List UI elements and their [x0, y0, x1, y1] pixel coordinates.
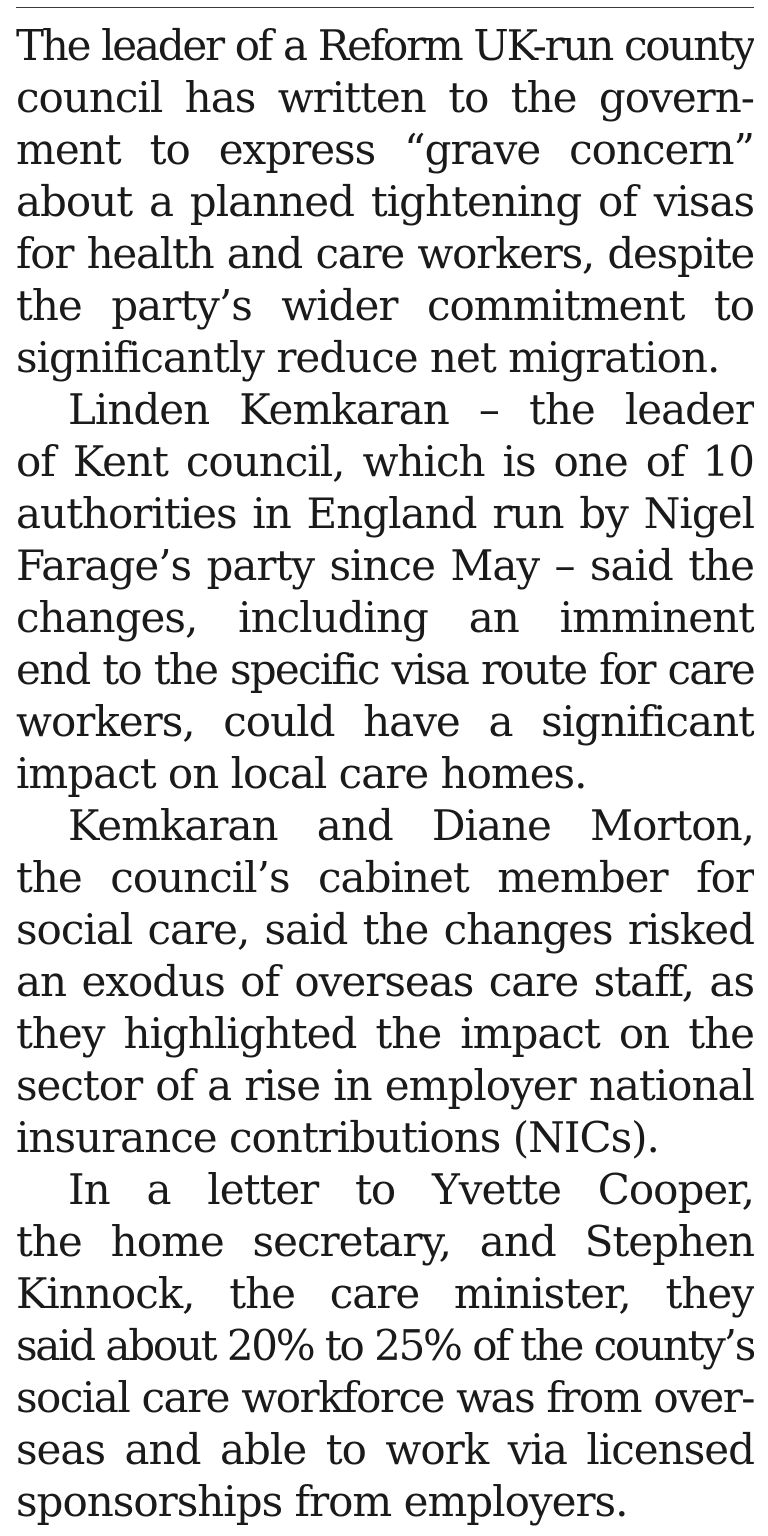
- article-line: about a planned tightening of visas: [16, 177, 754, 226]
- article-line: seas and able to work via licensed: [16, 1425, 754, 1474]
- article-line: In a letter to Yvette Cooper,: [68, 1165, 754, 1214]
- article-line: end to the specific visa route for care: [16, 645, 754, 694]
- article-line: authorities in England run by Nigel: [16, 489, 754, 538]
- article-line: council has written to the govern-: [16, 73, 754, 122]
- paragraph-4: [16, 1164, 754, 1528]
- article-line: they highlighted the impact on the: [16, 1009, 754, 1058]
- article-line: The leader of a Reform UK-run county: [16, 21, 754, 70]
- article-line: Linden Kemkaran – the leader: [68, 385, 754, 434]
- article-line: insurance contributions (NICs).: [16, 1113, 659, 1162]
- article-line: an exodus of overseas care staff, as: [16, 957, 754, 1006]
- article-line: Farage’s party since May – said the: [16, 541, 754, 590]
- article-line: social care, said the changes risked: [16, 905, 754, 954]
- article-line: impact on local care homes.: [16, 749, 587, 798]
- article-line: sponsorships from employers.: [16, 1477, 628, 1526]
- article-line: for health and care workers, despite: [16, 229, 754, 278]
- article-line: the party’s wider commitment to: [16, 281, 754, 330]
- article-line: the council’s cabinet member for: [16, 853, 754, 902]
- article-line: the home secretary, and Stephen: [16, 1217, 754, 1266]
- article-line: of Kent council, which is one of 10: [16, 437, 754, 486]
- article-line: significantly reduce net migration.: [16, 333, 720, 382]
- article-body: [16, 20, 754, 1528]
- article-line: changes, including an imminent: [16, 593, 754, 642]
- paragraph-3: [16, 800, 754, 1164]
- top-rule: [16, 7, 754, 8]
- article-line: workers, could have a significant: [16, 697, 754, 746]
- article-line: ment to express “grave concern”: [16, 125, 754, 174]
- paragraph-1: [16, 20, 754, 384]
- article-line: sector of a rise in employer national: [16, 1061, 754, 1110]
- article-line: said about 20% to 25% of the county’s: [16, 1321, 754, 1370]
- article-line: social care workforce was from over-: [16, 1373, 754, 1422]
- article-line: Kinnock, the care minister, they: [16, 1269, 754, 1318]
- article-line: Kemkaran and Diane Morton,: [68, 801, 754, 850]
- paragraph-2: [16, 384, 754, 800]
